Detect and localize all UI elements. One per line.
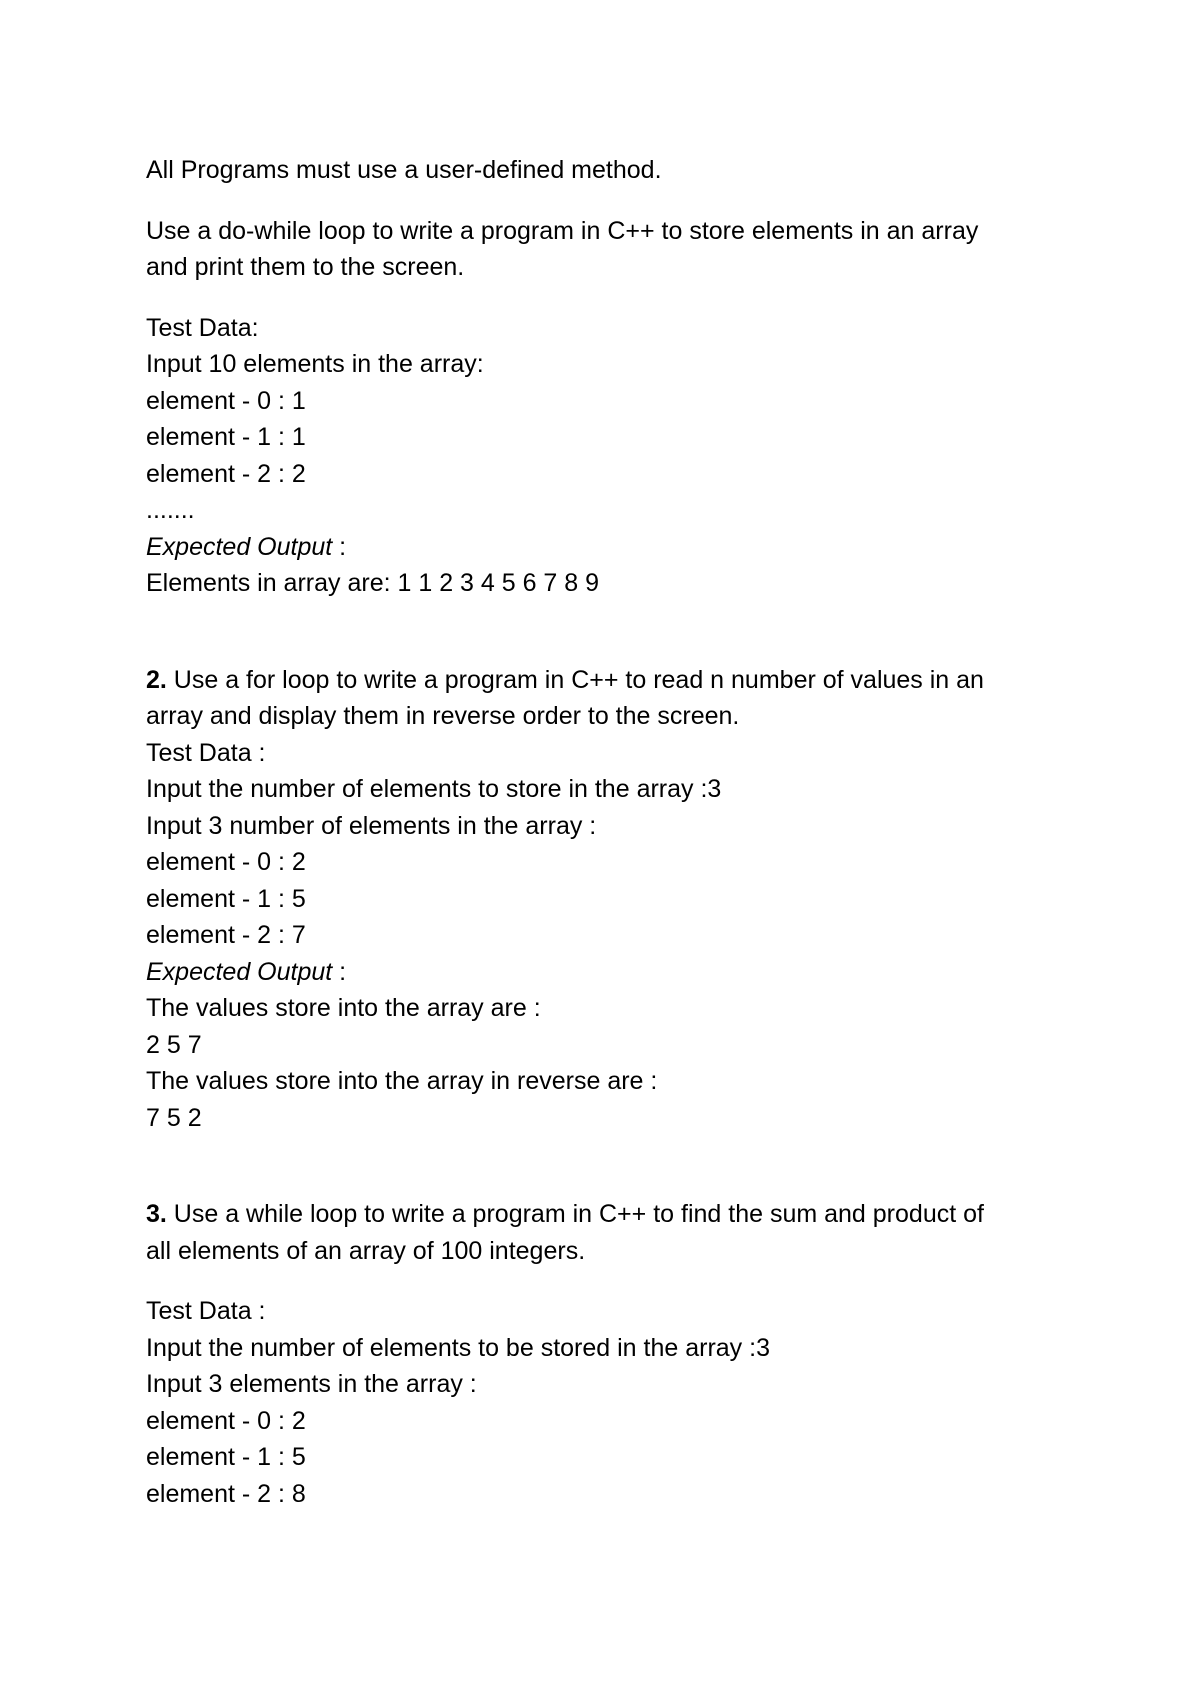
q1-line: .......	[146, 496, 195, 524]
question-1	[146, 213, 1046, 286]
q2-text-line2: array and display them in reverse order to the screen.	[146, 702, 740, 730]
q2-line: element - 2 : 7	[146, 921, 306, 949]
q2-expected-label: Expected Output	[146, 957, 333, 986]
q2-text-line1	[146, 662, 1046, 699]
q3-line: element - 2 : 8	[146, 1479, 306, 1508]
q3-test-data-label: Test Data :	[146, 1297, 266, 1325]
q1-text-line1: Use a do-while loop to write a program in C++ to store elements in an array	[146, 216, 979, 245]
q1-test-data-label: Test Data:	[146, 313, 259, 342]
intro-text: All Programs must use a user-defined method.	[146, 156, 662, 184]
q3-text-line1-body: Use a while loop to write a program in C++ to find the sum and product of	[166, 1200, 984, 1228]
q3-text-line1	[146, 1196, 1046, 1233]
question-3	[146, 1196, 1046, 1269]
q2-output-line: 7 5 2	[146, 1103, 202, 1132]
q3-text-line2: all elements of an array of 100 integers.	[146, 1236, 586, 1265]
q3-line: element - 0 : 2	[146, 1406, 306, 1435]
q2-line: Input 3 number of elements in the array :	[146, 811, 597, 840]
q1-output: Elements in array are: 1 1 2 3 4 5 6 7 8 9	[146, 569, 600, 597]
q2-output-line: The values store into the array are :	[146, 994, 541, 1022]
q1-text-line2: and print them to the screen.	[146, 253, 465, 281]
q1-expected-output-heading	[146, 529, 1046, 566]
q1-expected-label: Expected Output	[146, 532, 333, 561]
q3-test-data	[146, 1293, 1046, 1512]
q2-number: 2.	[146, 665, 167, 694]
q1-line: element - 2 : 2	[146, 459, 306, 488]
q2-line: element - 1 : 5	[146, 884, 306, 913]
q2-output-line: The values store into the array in reverse are :	[146, 1067, 658, 1095]
q2-test-data-label: Test Data :	[146, 738, 266, 767]
q3-number: 3.	[146, 1200, 167, 1228]
q2-line: Input the number of elements to store in the array :3	[146, 775, 722, 803]
q2-text-line1-body: Use a for loop to write a program in C++ to read n number of values in an	[166, 665, 984, 694]
q3-line: Input the number of elements to be stored in the array :3	[146, 1333, 770, 1362]
q1-line: element - 1 : 1	[146, 423, 306, 451]
q3-line: element - 1 : 5	[146, 1443, 306, 1471]
q1-line: element - 0 : 1	[146, 386, 306, 415]
q2-expected-colon: :	[332, 957, 347, 986]
document-content	[146, 152, 1046, 1512]
q1-line: Input 10 elements in the array:	[146, 350, 484, 378]
q3-line: Input 3 elements in the array :	[146, 1370, 477, 1398]
q2-line: element - 0 : 2	[146, 848, 306, 876]
q1-test-data	[146, 310, 1046, 602]
q2-output-line: 2 5 7	[146, 1030, 202, 1059]
q1-expected-colon: :	[332, 532, 347, 561]
q2-expected-output-heading	[146, 954, 1046, 991]
question-2	[146, 662, 1046, 1137]
